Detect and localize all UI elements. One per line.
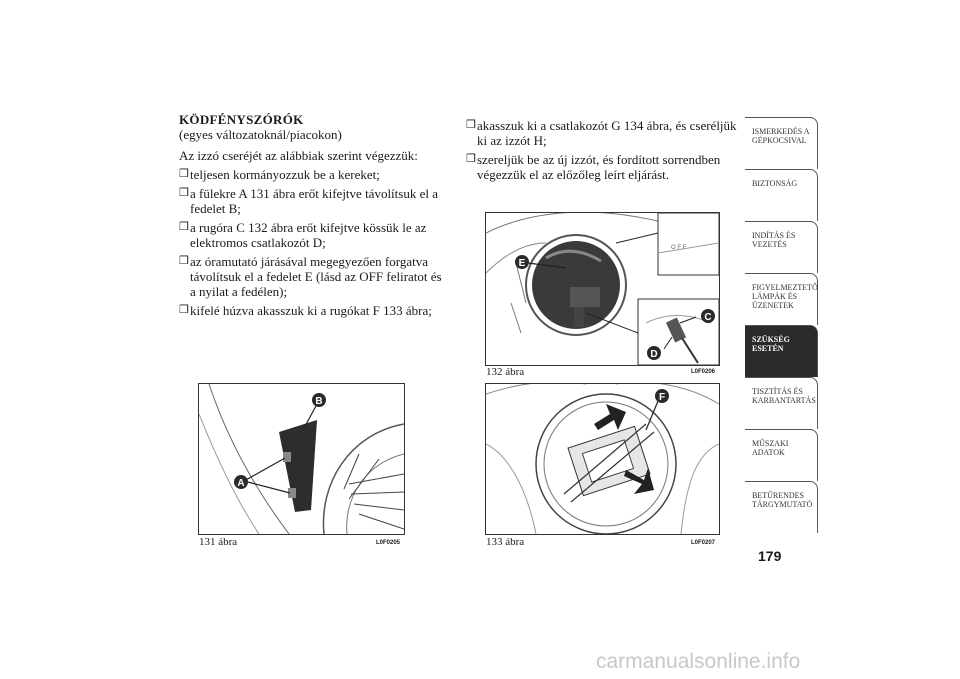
figure-label: E <box>518 258 526 269</box>
left-text-column <box>179 112 449 318</box>
figure-code: L0F0206 <box>691 369 716 375</box>
checkbox-bullet-icon: ❒ <box>179 255 189 267</box>
figure-caption: 133 ábra <box>486 536 525 548</box>
figure-code: L0F0207 <box>691 540 716 546</box>
tab-inditas[interactable]: INDÍTÁS ÉS VEZETÉS <box>745 221 818 273</box>
figure-133 <box>485 383 720 535</box>
tab-ismerkedes[interactable]: ISMERKEDÉS A GÉPKOCSIVAL <box>745 117 818 169</box>
section-tabs <box>745 117 818 533</box>
figure-code: L0F0205 <box>376 540 401 546</box>
figure-label: F <box>658 392 666 403</box>
checkbox-bullet-icon: ❒ <box>466 119 476 131</box>
figure-label: B <box>315 396 323 407</box>
checkbox-bullet-icon: ❒ <box>466 153 476 165</box>
svg-text:O F F: O F F <box>671 245 687 251</box>
fog-light-connector-illustration <box>486 213 719 365</box>
checkbox-bullet-icon: ❒ <box>179 168 189 180</box>
list-item: ❒ kifelé húzva akasszuk ki a rugókat F 133 ábra; <box>179 303 432 318</box>
figure-caption: 131 ábra <box>199 536 238 548</box>
checkbox-bullet-icon: ❒ <box>179 187 189 199</box>
list-item: ❒ a fülekre A 131 ábra erőt kifejtve távolítsuk el a fedelet B; <box>179 186 438 216</box>
tab-biztonsag[interactable]: BIZTONSÁG <box>745 169 818 221</box>
figure-caption: 132 ábra <box>486 366 525 378</box>
intro-text: Az izzó cseréjét az alábbiak szerint végezzük: <box>179 148 418 163</box>
checkbox-bullet-icon: ❒ <box>179 221 189 233</box>
watermark: carmanualsonline.info <box>596 650 801 673</box>
section-heading: KÖDFÉNYSZÓRÓK <box>179 112 304 127</box>
fog-light-cover-illustration <box>199 384 404 534</box>
figure-label: A <box>237 478 245 489</box>
tab-figyelmezteto[interactable]: FIGYELMEZTETŐ LÁMPÁK ÉS ÜZENETEK <box>745 273 818 325</box>
right-text-column <box>466 118 740 182</box>
list-item: ❒ teljesen kormányozzuk be a kereket; <box>179 167 380 182</box>
tab-szukseg-eseten[interactable]: SZÜKSÉG ESETÉN <box>745 325 818 377</box>
fog-light-springs-illustration <box>486 384 719 534</box>
figure-label: D <box>650 349 658 360</box>
page-number: 179 <box>758 548 782 564</box>
figure-label: C <box>704 312 712 323</box>
checkbox-bullet-icon: ❒ <box>179 304 189 316</box>
section-subheading: (egyes változatoknál/piacokon) <box>179 127 342 142</box>
list-item: ❒ akasszuk ki a csatlakozót G 134 ábra, és cseréljük ki az izzót H; <box>466 118 737 148</box>
figure-132 <box>485 212 720 366</box>
list-item: ❒ szereljük be az új izzót, és fordított sorrendben végezzük el az előzőleg leírt eljárást. <box>466 152 721 182</box>
figure-131 <box>198 383 405 535</box>
list-item: ❒ a rugóra C 132 ábra erőt kifejtve kössük le az elektromos csatlakozót D; <box>179 220 427 250</box>
tab-muszaki-adatok[interactable]: MŰSZAKI ADATOK <box>745 429 818 481</box>
list-item: ❒ az óramutató járásával megegyezően forgatva távolítsuk el a fedelet E (lásd az OFF feliratot és a nyilat a fedélen); <box>179 254 442 299</box>
tab-tisztitas[interactable]: TISZTÍTÁS ÉS KARBANTARTÁS <box>745 377 818 429</box>
tab-betürendes[interactable]: BETŰRENDES TÁRGYMUTATÓ <box>745 481 818 533</box>
